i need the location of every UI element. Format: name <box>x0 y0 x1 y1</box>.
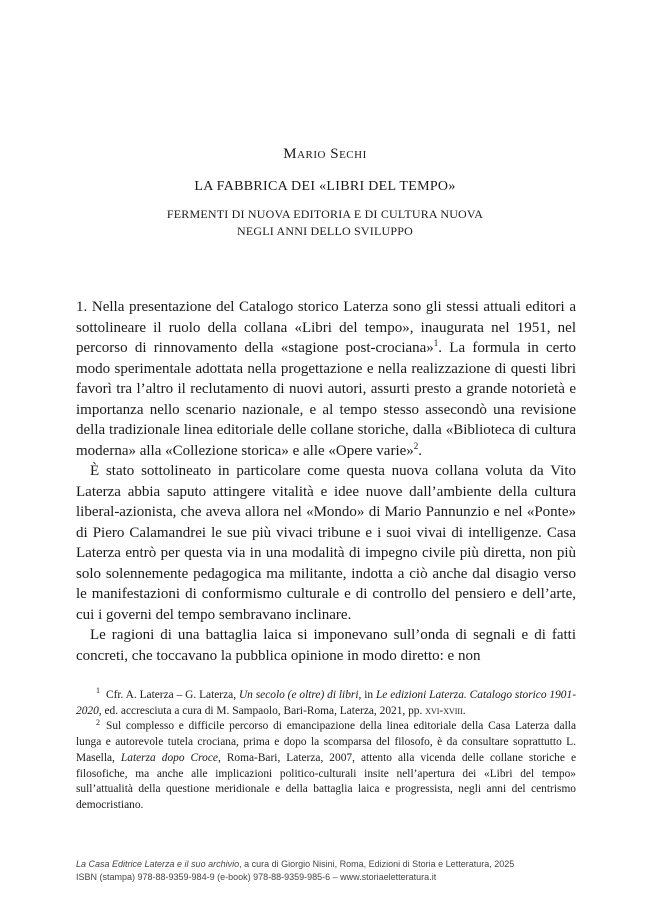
article-title: LA FABBRICA DEI «LIBRI DEL TEMPO» <box>194 179 456 194</box>
colophon-line-1 <box>76 858 596 871</box>
footnote-1-part-c: , ed. accresciuta a cura di M. Sampaolo, Bari-Roma, Laterza, 2021, pp. <box>98 704 426 717</box>
footnote-1-italic-1: Un secolo (e oltre) di libri <box>238 689 359 701</box>
paragraph-1 <box>76 297 576 461</box>
body-text <box>76 297 576 666</box>
footnote-1-part-b: , in <box>358 689 376 701</box>
subtitle-line-1: FERMENTI DI NUOVA EDITORIA E DI CULTURA NUOVA <box>166 207 484 221</box>
footnote-2-part-b: , Roma-Bari, Laterza, 2007, attento alla vicenda delle collane storiche e filosofiche, ma anche alle implicazioni politico-culturali insite nell’apertura dei «Libri del tempo» sull’attualità della questione meridionale e della battaglia laica e progressista, negli anni del centrismo democristiano. <box>76 751 577 811</box>
paragraph-1-part-c: . <box>418 442 423 459</box>
footnote-1-part-d: . <box>462 704 466 717</box>
footnote-1-italic-2: Le edizioni Laterza. Catalogo storico 1901-2020 <box>76 689 576 717</box>
colophon-book-title: La Casa Editrice Laterza e il suo archivio <box>76 859 240 869</box>
colophon-publisher: , a cura di Giorgio Nisini, Roma, Edizioni di Storia e Letteratura, 2025 <box>239 859 515 869</box>
footnote-ref-2: 2 <box>413 440 419 451</box>
paragraph-1-part-b: . La formula in certo modo sperimentale adottata nella progettazione e nella realizzazione di questi libri favorì tra l’altro il reclutamento di nuovi autori, assurti presto a grande notorietà e importanza nello scenario nazionale, e al tempo stesso assecondò una revisione della tradizionale linea editoriale delle collane storiche, dalla «Biblioteca di cultura moderna» alla «Collezione storica» e alle «Opere varie» <box>76 340 576 459</box>
footnote-ref-1: 1 <box>433 338 439 348</box>
footnotes <box>76 688 576 814</box>
footnote-1-part-a: Cfr. A. Laterza – G. Laterza, <box>106 689 239 701</box>
author-text: Mario Sechi <box>283 146 367 162</box>
footnote-1-number: 1 <box>96 686 100 696</box>
footnote-1-pages: xvi-xviii <box>425 704 463 717</box>
paragraph-1-part-a: 1. Nella presentazione del Catalogo storico Laterza sono gli stessi attuali editori a sottolineare il ruolo della collana «Libri del tempo», inaugurata nel 1951, nel percorso di rinnovamento della «stagione post-crociana» <box>76 299 576 356</box>
footnote-2-part-a: Sul complesso e difficile percorso di emancipazione della linea editoriale della Casa Laterza dalla lunga e autorevole tutela crociana, prima e dopo la scomparsa del filosofo, è da consultare soprattutto L. Masella, <box>76 720 576 764</box>
paragraph-2: È stato sottolineato in particolare come questa nuova collana voluta da Vito Laterza abbia saputo attingere vitalità e idee nuove dall’ambiente della cultura liberal-azionista, che aveva allora nel «Mondo» di Mario Pannunzio e nel «Ponte» di Piero Calamandrei le sue più vivaci tribune e i suoi vivai di intelligenze. Casa Laterza entrò per questa via in una modalità di impegno civile più diretta, non più solo solennemente pedagogica ma militante, indotta a ciò anche dal disagio verso le manifestazioni di conformismo culturale e di controllo del pensiero e dell’arte, cui i governi del tempo sembravano inclinare. <box>76 463 576 623</box>
author-name <box>0 146 650 163</box>
footnote-2-italic: Laterza dopo Croce <box>120 751 218 764</box>
footnote-2 <box>76 719 576 813</box>
footnote-1 <box>76 688 576 719</box>
paragraph-3: Le ragioni di una battaglia laica si imponevano sull’onda di segnali e di fatti concreti, che toccavano la pubblica opinione in modo diretto: e non <box>76 627 576 664</box>
footnote-2-number: 2 <box>96 717 100 727</box>
article-subtitle <box>0 206 650 240</box>
colophon-line-2: ISBN (stampa) 978-88-9359-984-9 (e-book) 978-88-9359-985-6 – www.storiaeletteratura.it <box>76 872 437 882</box>
subtitle-line-2: NEGLI ANNI DELLO SVILUPPO <box>237 224 413 238</box>
colophon <box>76 858 596 884</box>
